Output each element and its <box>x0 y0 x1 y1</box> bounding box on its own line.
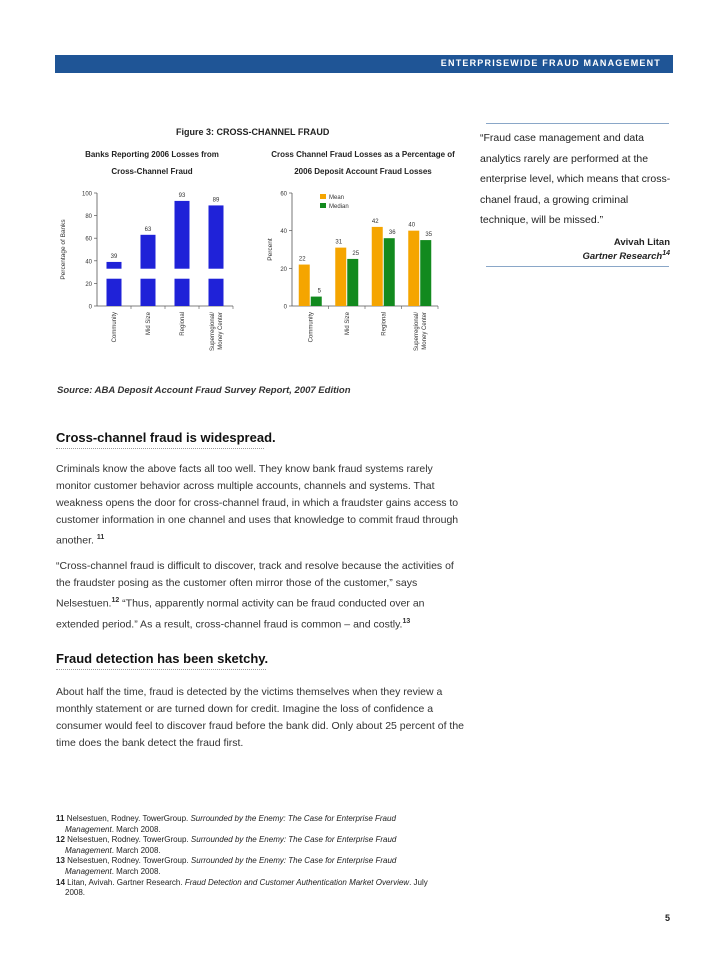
section1-paragraph1 <box>56 461 466 550</box>
section2-divider <box>56 669 266 670</box>
y-axis-label: Percentage of Banks <box>60 219 67 280</box>
figure-source: Source: ABA Deposit Account Fraud Survey Report, 2007 Edition <box>57 385 351 396</box>
x-tick-label: Regional <box>180 312 186 336</box>
footnote-11 <box>56 814 476 835</box>
footnote-number: 13 <box>56 856 65 866</box>
footnote-source: Litan, Avivah. Gartner Research. <box>64 877 185 887</box>
y-tick-label: 40 <box>280 229 287 236</box>
section1-paragraph2 <box>56 558 466 633</box>
footnote-title: Surrounded by the Enemy: The Case for Enterprise Fraud <box>190 835 397 845</box>
data-label: 36 <box>388 230 396 237</box>
footnote-date-cont: 2008. <box>65 888 86 898</box>
data-label: 42 <box>371 218 379 225</box>
y-tick-label: 100 <box>81 191 92 198</box>
legend-swatch <box>320 194 326 199</box>
footnote-title: Fraud Detection and Customer Authentication Market Overview <box>184 877 410 887</box>
bar <box>347 259 358 306</box>
data-label: 25 <box>352 250 360 257</box>
quote-top-rule <box>486 123 669 124</box>
section1-p2a-text: “Cross-channel fraud is difficult to discover, track and resolve because the activities of the fraudster posing as the customer often mirror those of the customer,” says Nelsestuen. <box>56 560 454 610</box>
footnote-title-cont: Management <box>65 866 112 876</box>
left-chart-subtitle <box>72 146 232 180</box>
left-subtitle-line2: Cross-Channel Fraud <box>111 167 193 176</box>
section1-p1-text: Criminals know the above facts all too well. They know bank fraud systems rarely monitor customer behavior across multiple accounts, channels and systems. That weakness opens the door for cross-channel fraud, in which a fraudster gains access to customer information in one channel and uses that knowledge to commit fraud through another. <box>56 463 459 547</box>
y-tick-label: 60 <box>85 236 92 243</box>
footnote-number: 12 <box>56 835 65 845</box>
data-label: 39 <box>110 253 118 260</box>
data-label: 22 <box>298 256 306 263</box>
bar <box>408 231 419 306</box>
x-tick-label: Regional <box>381 312 388 336</box>
y-tick-label: 40 <box>85 259 92 266</box>
legend-label: Mean <box>329 195 345 201</box>
bar <box>335 248 346 306</box>
bar <box>299 265 310 306</box>
header-title: ENTERPRISEWIDE FRAUD MANAGEMENT <box>440 58 661 68</box>
footnote-date: . March 2008. <box>111 845 161 855</box>
legend-swatch <box>320 203 326 208</box>
bar <box>107 262 122 306</box>
data-label: 35 <box>425 232 433 239</box>
quote-org-name: Gartner Research <box>582 251 663 263</box>
footnotes <box>56 814 476 899</box>
page-number: 5 <box>665 913 671 923</box>
right-subtitle-line1: Cross Channel Fraud Losses as a Percentage of <box>271 150 455 159</box>
quote-org <box>582 250 670 262</box>
y-axis-label: Percent <box>267 238 274 261</box>
bar <box>420 240 431 306</box>
y-tick-label: 0 <box>88 304 92 311</box>
y-tick-label: 20 <box>85 281 92 288</box>
x-tick-label: Superregional/ <box>413 312 420 352</box>
footnote-source: Nelsestuen, Rodney. TowerGroup. <box>64 856 191 866</box>
footnote-date: . March 2008. <box>111 866 161 876</box>
pull-quote: “Fraud case management and data analytics rarely are performed at the enterprise level, which means that cross-chanel fraud, a growing criminal technique, will be missed.” <box>480 132 671 226</box>
footnote-number: 14 <box>56 877 65 887</box>
footnote-12 <box>56 835 476 856</box>
footnote-date: . March 2008. <box>111 824 161 834</box>
data-label: 31 <box>335 239 343 246</box>
right-subtitle-line2: 2006 Deposit Account Fraud Losses <box>294 167 432 176</box>
section1-p2b-ref: 13 <box>402 617 411 625</box>
footnote-14 <box>56 878 476 899</box>
y-tick-label: 80 <box>85 214 92 221</box>
bar-break-band <box>107 269 230 279</box>
section1-p2a-ref: 12 <box>111 597 120 604</box>
x-tick-label: Mid Size <box>344 312 351 336</box>
footnote-title-cont: Management <box>65 845 112 855</box>
y-tick-label: 20 <box>280 266 287 273</box>
x-tick-label: Superregional/ <box>210 312 216 352</box>
right-chart-subtitle <box>258 146 468 180</box>
footnote-source: Nelsestuen, Rodney. TowerGroup. <box>64 835 191 845</box>
chart-loss-percentage <box>262 185 452 365</box>
section1-p2b-text: “Thus, apparently normal activity can be fraud conducted over an extended period.” As a result, cross-channel fraud is common – and costly. <box>56 597 425 630</box>
chart-banks-reporting <box>55 185 245 365</box>
y-tick-label: 0 <box>283 304 287 311</box>
section-heading-sketchy: Fraud detection has been sketchy. <box>56 651 269 666</box>
footnote-title: Surrounded by the Enemy: The Case for Enterprise Fraud <box>190 814 396 823</box>
x-tick-label: Community <box>112 312 118 343</box>
section1-p1-ref: 11 <box>96 534 105 541</box>
legend-label: Median <box>329 204 349 210</box>
footnote-source: Nelsestuen, Rodney. TowerGroup. <box>64 814 191 823</box>
footnote-number: 11 <box>56 814 65 823</box>
header-band <box>55 55 673 73</box>
figure-title: Figure 3: CROSS-CHANNEL FRAUD <box>176 127 330 137</box>
bar <box>311 297 322 306</box>
footnote-title-cont: Management <box>65 824 112 834</box>
section1-divider <box>56 448 264 449</box>
bar <box>384 238 395 306</box>
footnote-13 <box>56 856 476 877</box>
bar <box>175 201 190 306</box>
data-label: 63 <box>144 226 152 233</box>
data-label: 5 <box>317 288 321 295</box>
quote-author: Avivah Litan <box>613 237 670 248</box>
data-label: 93 <box>178 192 186 199</box>
x-tick-label: Community <box>308 312 315 343</box>
bar <box>372 227 383 306</box>
section2-paragraph1: About half the time, fraud is detected by the victims themselves when they review a monthly statement or are turned down for credit. Imagine the loss of confidence a consumer would feel to discover fraud before the bank did. Only about 25 percent of the time does the bank detect the fraud first. <box>56 686 464 749</box>
quote-bottom-rule <box>486 266 669 267</box>
data-label: 89 <box>212 197 220 204</box>
left-subtitle-line1: Banks Reporting 2006 Losses from <box>85 150 219 159</box>
x-tick-label: Money Center <box>421 312 428 350</box>
footnote-date: . July <box>409 877 428 887</box>
section-heading-widespread: Cross-channel fraud is widespread. <box>56 430 276 445</box>
footnote-title: Surrounded by the Enemy: The Case for Enterprise Fraud <box>190 856 397 866</box>
quote-ref: 14 <box>662 250 670 257</box>
x-tick-label: Money Center <box>218 312 224 350</box>
data-label: 40 <box>408 222 416 229</box>
y-tick-label: 60 <box>280 191 287 198</box>
bar <box>209 205 224 306</box>
x-tick-label: Mid Size <box>146 312 152 336</box>
